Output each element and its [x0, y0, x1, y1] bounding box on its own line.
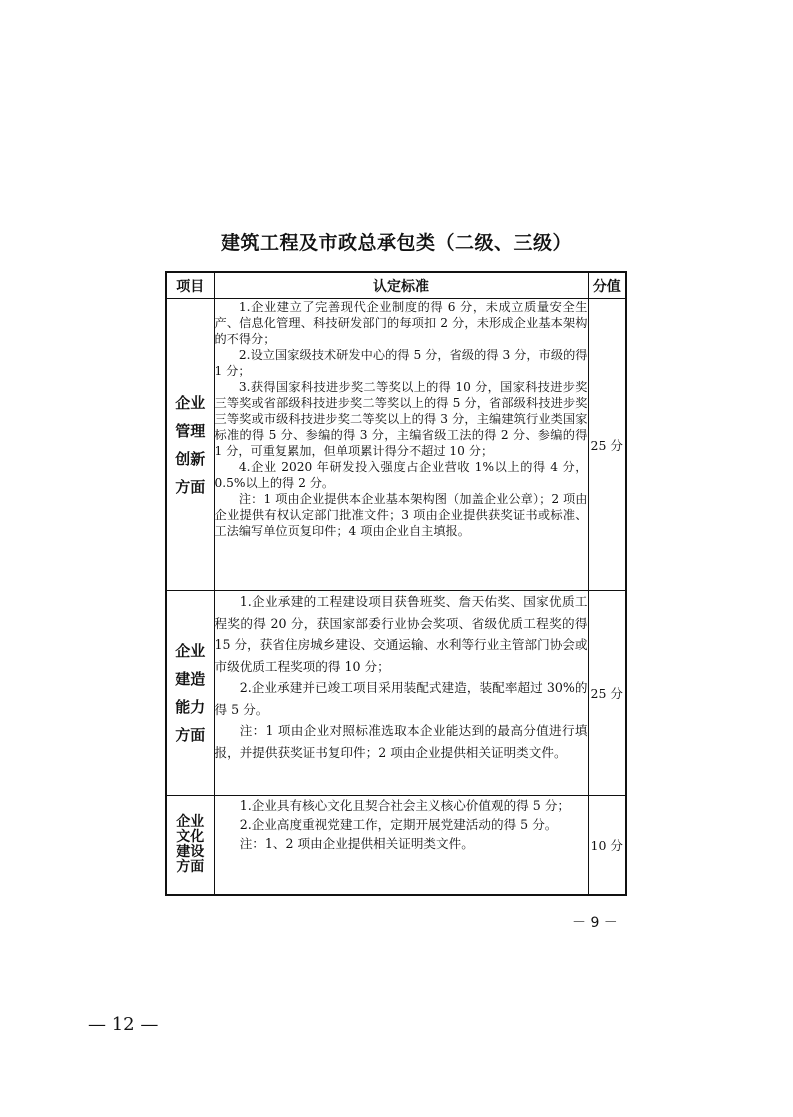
note-paragraph: 注：1 项由企业提供本企业基本架构图（加盖企业公章）；2 项由企业提供有权认定部门批准文件；3 项由企业提供获奖证书或标准、工法编写单位页复印件；4 项由企业自主填报。 — [214, 492, 588, 538]
item-line: 方面 — [175, 726, 206, 744]
sub-page-number: － 9 － — [572, 915, 618, 931]
item-line: 管理 — [175, 421, 206, 440]
item-line: 建造 — [175, 670, 206, 688]
item-line: 方面 — [176, 858, 205, 875]
standard-cell — [214, 299, 588, 591]
item-line: 创新 — [175, 449, 206, 468]
item-line: 企业 — [175, 393, 206, 412]
item-cell — [166, 796, 214, 895]
item-line: 建设 — [176, 843, 205, 860]
score-cell: 25 分 — [588, 591, 626, 796]
criterion-paragraph: 1.企业具有核心文化且契合社会主义核心价值观的得 5 分； — [239, 798, 570, 813]
criteria-table — [165, 271, 627, 896]
header-item: 项目 — [166, 272, 214, 299]
header-standard: 认定标准 — [214, 272, 588, 299]
table-header-row — [166, 272, 626, 299]
criterion-paragraph: 1.企业承建的工程建设项目获鲁班奖、詹天佑奖、国家优质工程奖的得 20 分，获国家部委行业协会奖项、省级优质工程奖的得 15 分，获省住房城乡建设、交通运输、水利等行业主管部门协会或市级优质工程奖项的得 10 分； — [214, 594, 588, 674]
header-score: 分值 — [588, 272, 626, 299]
score-cell: 25 分 — [588, 299, 626, 591]
table-row — [166, 796, 626, 895]
item-cell — [166, 591, 214, 796]
note-paragraph: 注：1、2 项由企业提供相关证明类文件。 — [239, 836, 474, 851]
item-line: 文化 — [176, 828, 205, 845]
item-line: 方面 — [175, 477, 206, 496]
criterion-paragraph: 2.企业承建并已竣工项目采用装配式建造，装配率超过 30%的得 5 分。 — [214, 680, 588, 717]
table-row — [166, 591, 626, 796]
standard-cell — [214, 796, 588, 895]
criterion-paragraph: 4.企业 2020 年研发投入强度占企业营收 1%以上的得 4 分，0.5%以上的得 2 分。 — [214, 460, 588, 490]
page-title: 建筑工程及市政总承包类（二级、三级） — [220, 232, 572, 254]
item-line: 企业 — [176, 813, 205, 830]
item-line: 企业 — [175, 642, 206, 660]
note-paragraph: 注：1 项由企业对照标准选取本企业能达到的最高分值进行填报，并提供获奖证书复印件；2 项由企业提供相关证明类文件。 — [214, 723, 588, 760]
table-row — [166, 299, 626, 591]
criterion-paragraph: 3.获得国家科技进步奖二等奖以上的得 10 分，国家科技进步奖三等奖或省部级科技进步奖二等奖以上的得 5 分，省部级科技进步奖三等奖或市级科技进步奖二等奖以上的得 3 分，主编建筑行业类国家标准的得 5 分、参编的得 3 分，主编省级工法的得 2 分、参编的得 1 分，可重复累加，但单项累计得分不超过 10 分； — [214, 380, 588, 458]
criterion-paragraph: 2.企业高度重视党建工作，定期开展党建活动的得 5 分。 — [239, 817, 558, 832]
page-number: — 12 — — [88, 1014, 159, 1035]
criterion-paragraph: 2.设立国家级技术研发中心的得 5 分，省级的得 3 分，市级的得 1 分； — [214, 348, 588, 378]
standard-cell — [214, 591, 588, 796]
item-cell — [166, 299, 214, 591]
score-cell: 10 分 — [588, 796, 626, 895]
criterion-paragraph: 1.企业建立了完善现代企业制度的得 6 分，未成立质量安全生产、信息化管理、科技研发部门的每项扣 2 分，未形成企业基本架构的不得分； — [214, 300, 588, 346]
item-line: 能力 — [175, 698, 206, 716]
